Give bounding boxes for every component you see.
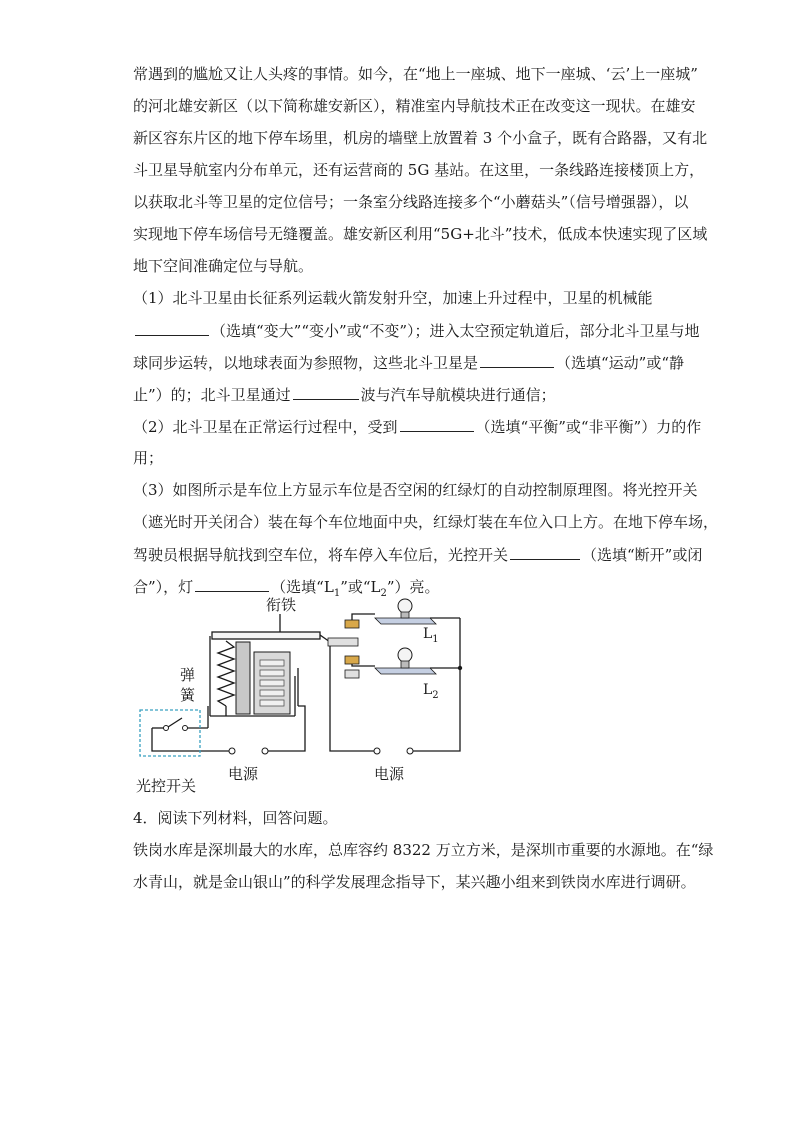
paragraph-line: 常遇到的尴尬又让人头疼的事情。如今，在“地上一座城、地下一座城、‘云’上一座城” (133, 65, 698, 83)
power-left-label: 电源 (228, 765, 259, 783)
light-switch-label: 光控开关 (136, 777, 197, 795)
lamp-l2-label: $L_2$ (423, 682, 439, 701)
switch-terminal (164, 726, 169, 731)
light-switch-box (140, 710, 200, 756)
switch-blade (168, 718, 182, 727)
answer-blank[interactable] (195, 576, 269, 592)
question-1-line: 止”）的；北斗卫星通过 波与汽车导航模块进行通信； (133, 386, 556, 404)
question-3-line: 驾驶员根据导航找到空车位，将车停入车位后，光控开关 （选填“断开”或闭 (133, 546, 703, 564)
spring-coil (218, 641, 234, 706)
paragraph-line: 实现地下停车场信号无缝覆盖。雄安新区利用“5G+北斗”技术，低成本快速实现了区域 (133, 225, 708, 243)
question-4-line: 水青山，就是金山银山”的科学发展理念指导下，某兴趣小组来到铁岗水库进行调研。 (133, 873, 696, 891)
lower-contact (345, 656, 359, 678)
question-1-line: （1）北斗卫星由长征系列运载火箭发射升空，加速上升过程中，卫星的机械能 (133, 289, 653, 307)
answer-blank[interactable] (480, 352, 554, 368)
question-3-line: 合”），灯 （选填“$L_1$”或“$L_2$”）亮。 (133, 578, 440, 599)
question-1-line: （选填“变大”“变小”或“不变”）；进入太空预定轨道后，部分北斗卫星与地 (133, 320, 700, 341)
power-terminal (374, 748, 380, 754)
upper-contact (328, 620, 359, 646)
question-4-line: 铁岗水库是深圳最大的水库，总库容约 8322 万立方米，是深圳市重要的水源地。在“绿 (133, 841, 714, 859)
spring-label-2: 簧 (180, 686, 196, 704)
armature-bar (212, 632, 320, 639)
power-terminal (407, 748, 413, 754)
spring-label-1: 弹 (180, 666, 196, 684)
coil-wire-to-switch (152, 728, 232, 751)
lamp-l2-icon (375, 648, 436, 674)
question-2-line: （2）北斗卫星在正常运行过程中，受到 （选填“平衡”或“非平衡”）力的作 (133, 418, 702, 436)
relay-circuit-diagram (130, 596, 480, 796)
lamp-l1-icon (375, 599, 436, 624)
paragraph-line: 以获取北斗等卫星的定位信号；一条室分线路连接多个“小蘑菇头”（信号增强器），以 (133, 193, 689, 211)
junction-dot (458, 666, 462, 670)
electromagnet-coil (236, 642, 290, 714)
lamp-l1-label: $L_1$ (423, 626, 439, 645)
paragraph-line: 地下空间准确定位与导航。 (133, 257, 314, 275)
power-terminal (262, 748, 268, 754)
switch-terminal (183, 726, 188, 731)
question-3-line: （3）如图所示是车位上方显示车位是否空闲的红绿灯的自动控制原理图。将光控开关 (133, 481, 698, 499)
answer-blank[interactable] (293, 384, 359, 400)
question-1-line: 球同步运转，以地球表面为参照物，这些北斗卫星是 （选填“运动”或“静 (133, 354, 685, 372)
question-3-line: （遮光时开关闭合）装在每个车位地面中央，红绿灯装在车位入口上方。在地下停车场， (133, 513, 719, 531)
question-4-title: 4．阅读下列材料，回答问题。 (133, 809, 338, 827)
armature-label: 衔铁 (266, 596, 297, 614)
power-right-wire (410, 666, 460, 751)
question-2-line: 用； (133, 449, 164, 467)
paragraph-line: 斗卫星导航室内分布单元，还有运营商的 5G 基站。在这里，一条线路连接楼顶上方， (133, 161, 705, 179)
answer-blank[interactable] (400, 416, 474, 432)
answer-blank[interactable] (510, 544, 580, 560)
paragraph-line: 的河北雄安新区（以下简称雄安新区），精准室内导航技术正在改变这一现状。在雄安 (133, 97, 696, 115)
answer-blank[interactable] (135, 320, 209, 336)
power-right-label: 电源 (374, 765, 405, 783)
paragraph-line: 新区容东片区的地下停车场里，机房的墙壁上放置着 3 个小盒子，既有合路器，又有北 (133, 129, 708, 147)
power-terminal (229, 748, 235, 754)
